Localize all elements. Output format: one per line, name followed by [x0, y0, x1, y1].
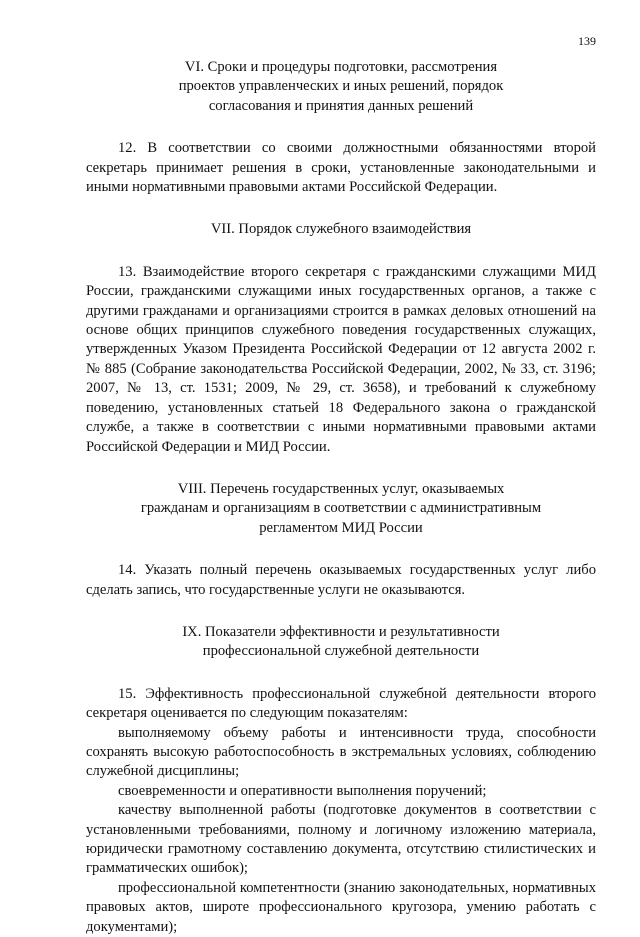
- paragraph-15: 15. Эффективность профессиональной служебной деятельности второго секретаря оценивается по следующим показателям:: [86, 685, 596, 722]
- criterion-item: выполняемому объему работы и интенсивности труда, способности сохранять высокую работоспособность в экстремальных условиях, соблюдению служебной дисциплины;: [86, 724, 596, 780]
- heading-line: VII. Порядок служебного взаимодействия: [210, 221, 472, 238]
- section-heading-viii: [86, 480, 596, 538]
- criterion-item: своевременности и оперативности выполнения поручений;: [118, 782, 487, 799]
- document-body: [86, 58, 596, 937]
- heading-line: IX. Показатели эффективности и результативности: [182, 623, 500, 640]
- paragraph-12: 12. В соответствии со своими должностными обязанностями второй секретарь принимает решения в сроки, установленные законодательными и иными нормативными правовыми актами Российской Федерации.: [86, 140, 596, 196]
- section-heading-vii: [86, 220, 596, 239]
- criterion-item: профессиональной компетентности (знанию законодательных, нормативных правовых актов, широте профессионального кругозора, умению работать с документами);: [86, 879, 596, 935]
- section-heading-ix: [86, 623, 596, 662]
- heading-line: профессиональной служебной деятельности: [202, 643, 480, 660]
- page-number: 139: [578, 34, 596, 48]
- section-heading-vi: [86, 58, 596, 116]
- heading-line: VI. Сроки и процедуры подготовки, рассмотрения: [184, 59, 498, 75]
- criterion-item: качеству выполненной работы (подготовке документов в соответствии с установленными требованиями, полному и логичному изложению материала, юридически грамотному составлению документа, отсутствию стилистических и грамматических ошибок);: [86, 802, 596, 877]
- heading-line: согласования и принятия данных решений: [208, 97, 474, 114]
- heading-line: VIII. Перечень государственных услуг, оказываемых: [177, 480, 505, 497]
- paragraph-13: 13. Взаимодействие второго секретаря с гражданскими служащими МИД России, гражданскими служащими иных государственных органов, а также с другими гражданами и организациями строится в рамках деловых отношений на основе общих принципов служебного поведения государственных служащих, утвержденных Указом Президента Российской Федерации от 12 августа 2002 г. № 885 (Собрание законодательства Российской Федерации, 2002, № 33, ст. 3196; 2007, № 13, ст. 1531; 2009, № 29, ст. 3658), и требований к служебному поведению, установленных статьей 18 Федерального закона о гражданской службе, а также в соответствии с иными нормативными правовыми актами Российской Федерации и МИД России.: [86, 263, 596, 455]
- paragraph-14: 14. Указать полный перечень оказываемых государственных услуг либо сделать запись, что государственные услуги не оказываются.: [86, 562, 596, 598]
- heading-line: регламентом МИД России: [259, 519, 423, 536]
- heading-line: проектов управленческих и иных решений, порядок: [178, 78, 504, 95]
- heading-line: гражданам и организациям в соответствии с административным: [140, 500, 542, 517]
